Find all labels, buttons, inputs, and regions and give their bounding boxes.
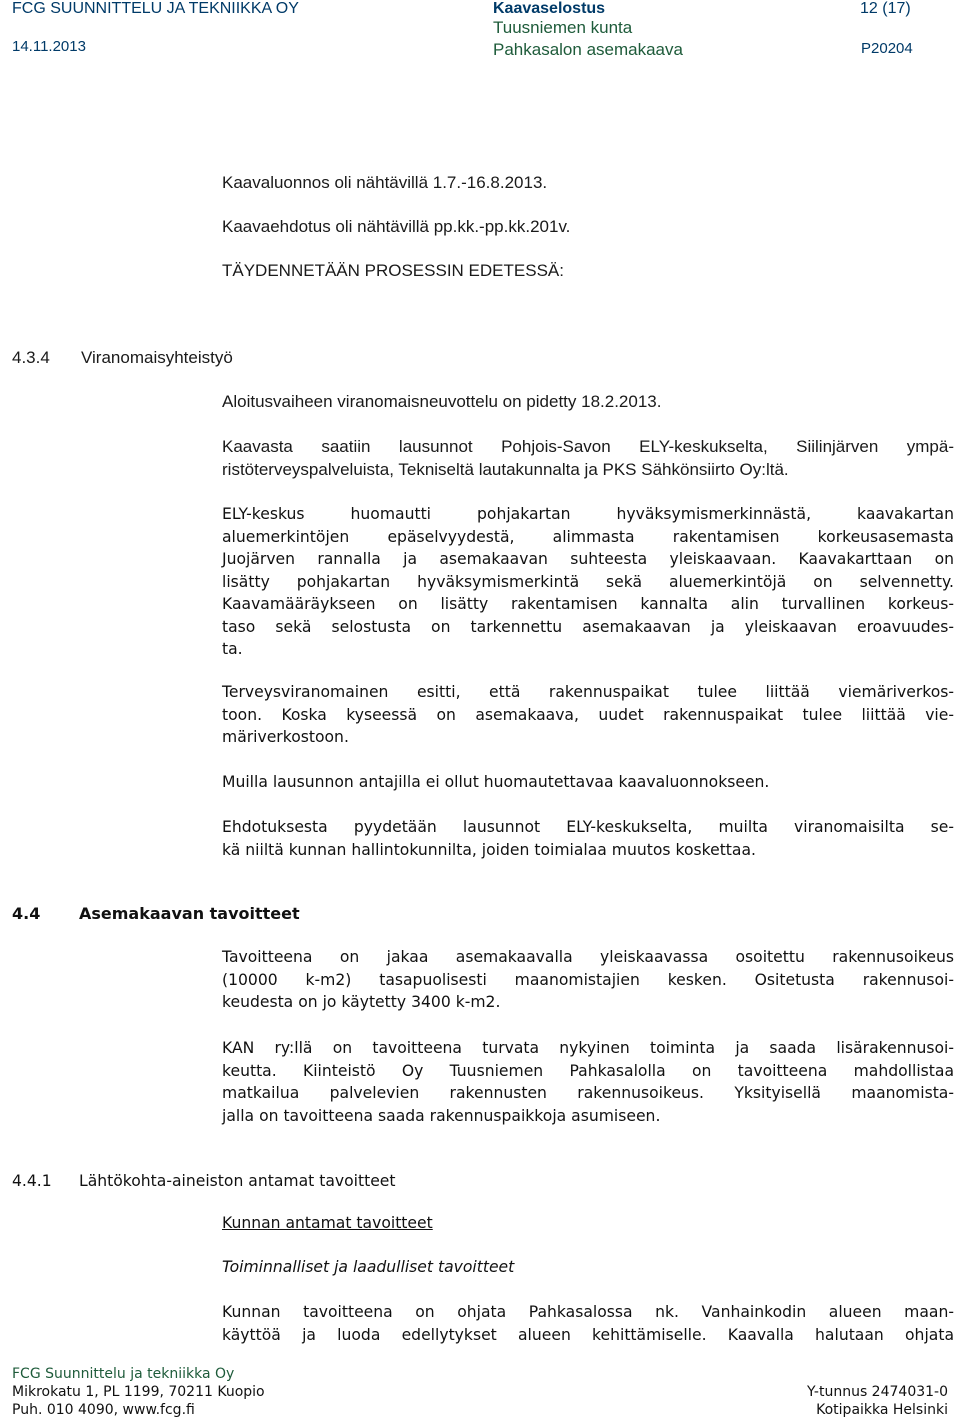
process-line-1: Kaavaluonnos oli nähtävillä 1.7.-16.8.2013.	[222, 173, 548, 192]
text-line: Kaavamääräykseen on lisätty rakentamisen kannalta alin turvallinen korkeus-	[222, 595, 954, 613]
text-line: Muilla lausunnon antajilla ei ollut huomautettavaa kaavaluonnokseen.	[222, 773, 770, 791]
text-line: lisätty pohjakartan hyväksymismerkintä sekä aluemerkintöjä on selvennetty.	[222, 572, 954, 591]
section-4-3-4-paragraph-4	[222, 771, 954, 794]
header-page-number: 12 (17)	[860, 0, 911, 17]
text-line: ta.	[222, 640, 243, 658]
footer-company: FCG Suunnittelu ja tekniikka Oy	[12, 1366, 235, 1382]
text-line: matkailua palvelevien rakennusten rakennusoikeus. Yksityisellä maanomista-	[222, 1084, 954, 1102]
section-4-4-1-paragraph-1	[222, 1301, 954, 1346]
text-line: Ehdotuksesta pyydetään lausunnot ELY-keskukselta, muilta viranomaisilta se-	[222, 818, 954, 836]
footer-address: Mikrokatu 1, PL 1199, 70211 Kuopio	[12, 1384, 265, 1400]
header-doc-type: Kaavaselostus	[493, 0, 606, 17]
section-4-4-title: Asemakaavan tavoitteet	[79, 904, 300, 923]
text-line: käyttöä ja luoda edellytykset alueen kehittämiselle. Kaavalla halutaan ohjata	[222, 1325, 954, 1344]
footer-contact: Puh. 010 4090, www.fcg.fi	[12, 1402, 195, 1418]
section-4-4-1-title: Lähtökohta-aineiston antamat tavoitteet	[79, 1172, 396, 1190]
subheading-municipal-goals: Kunnan antamat tavoitteet	[222, 1214, 433, 1232]
process-line-2: Kaavaehdotus oli nähtävillä pp.kk.-pp.kk.201v.	[222, 217, 571, 236]
footer-domicile: Kotipaikka Helsinki	[816, 1402, 948, 1418]
text-line: toon. Koska kyseessä on asemakaava, uudet rakennuspaikat tulee liittää vie-	[222, 705, 954, 724]
section-4-4-1-number: 4.4.1	[12, 1172, 52, 1190]
section-4-3-4-number: 4.3.4	[12, 348, 50, 367]
text-line: keutta. Kiinteistö Oy Tuusniemen Pahkasalolla on tavoitteena mahdollistaa	[222, 1061, 954, 1080]
header-date: 14.11.2013	[12, 38, 86, 55]
text-line: KAN ry:llä on tavoitteena turvata nykyinen toiminta ja saada lisärakennusoi-	[222, 1039, 954, 1057]
header-municipality: Tuusniemen kunta	[493, 18, 633, 37]
section-4-3-4-intro: Aloitusvaiheen viranomaisneuvottelu on pidetty 18.2.2013.	[222, 392, 662, 411]
text-line: Terveysviranomainen esitti, että rakennuspaikat tulee liittää viemäriverkos-	[222, 683, 954, 701]
text-line: ristöterveyspalveluista, Tekniseltä lautakunnalta ja PKS Sähkönsiirto Oy:ltä.	[222, 460, 789, 479]
subheading-functional-goals: Toiminnalliset ja laadulliset tavoitteet	[222, 1258, 515, 1276]
section-4-4-paragraph-1	[222, 946, 954, 1014]
header-project-number: P20204	[861, 40, 913, 57]
header-plan-name: Pahkasalon asemakaava	[493, 40, 683, 59]
section-4-3-4-paragraph-5	[222, 816, 954, 861]
process-line-3: TÄYDENNETÄÄN PROSESSIN EDETESSÄ:	[222, 261, 564, 280]
text-line: (10000 k-m2) tasapuolisesti maanomistajien kesken. Ositetusta rakennusoi-	[222, 970, 954, 989]
text-line: taso sekä selostusta on tarkennettu asemakaavan ja yleiskaavan eroavuudes-	[222, 617, 954, 636]
section-4-3-4-paragraph-2	[222, 503, 954, 661]
text-line: kä niiltä kunnan hallintokunnilta, joiden toimialaa muutos koskettaa.	[222, 840, 756, 859]
text-line: Kunnan tavoitteena on ohjata Pahkasalossa nk. Vanhainkodin alueen maan-	[222, 1303, 954, 1321]
section-4-3-4-paragraph-1	[222, 435, 954, 481]
text-line: jalla on tavoitteena saada rakennuspaikkoja asumiseen.	[222, 1106, 661, 1125]
text-line: ELY-keskus huomautti pohjakartan hyväksymismerkinnästä, kaavakartan	[222, 505, 954, 523]
section-4-3-4-title: Viranomaisyhteistyö	[81, 348, 233, 367]
footer-business-id: Y-tunnus 2474031-0	[807, 1384, 948, 1400]
text-line: keudesta on jo käytetty 3400 k-m2.	[222, 993, 501, 1011]
text-line: Tavoitteena on jakaa asemakaavalla yleiskaavassa osoitettu rakennusoikeus	[222, 948, 954, 966]
header-company: FCG SUUNNITTELU JA TEKNIIKKA OY	[12, 0, 299, 17]
section-4-4-paragraph-2	[222, 1037, 954, 1127]
text-line: Kaavasta saatiin lausunnot Pohjois-Savon ELY-keskukselta, Siilinjärven ympä-	[222, 437, 954, 456]
text-line: märiverkostoon.	[222, 728, 349, 746]
text-line: Juojärven rannalla ja asemakaavan suhteesta yleiskaavaan. Kaavakarttaan on	[222, 550, 954, 568]
section-4-4-number: 4.4	[12, 904, 41, 923]
section-4-3-4-paragraph-3	[222, 681, 954, 749]
text-line: aluemerkintöjen epäselvyydestä, alimmasta rakentamisen korkeusasemasta	[222, 527, 954, 546]
